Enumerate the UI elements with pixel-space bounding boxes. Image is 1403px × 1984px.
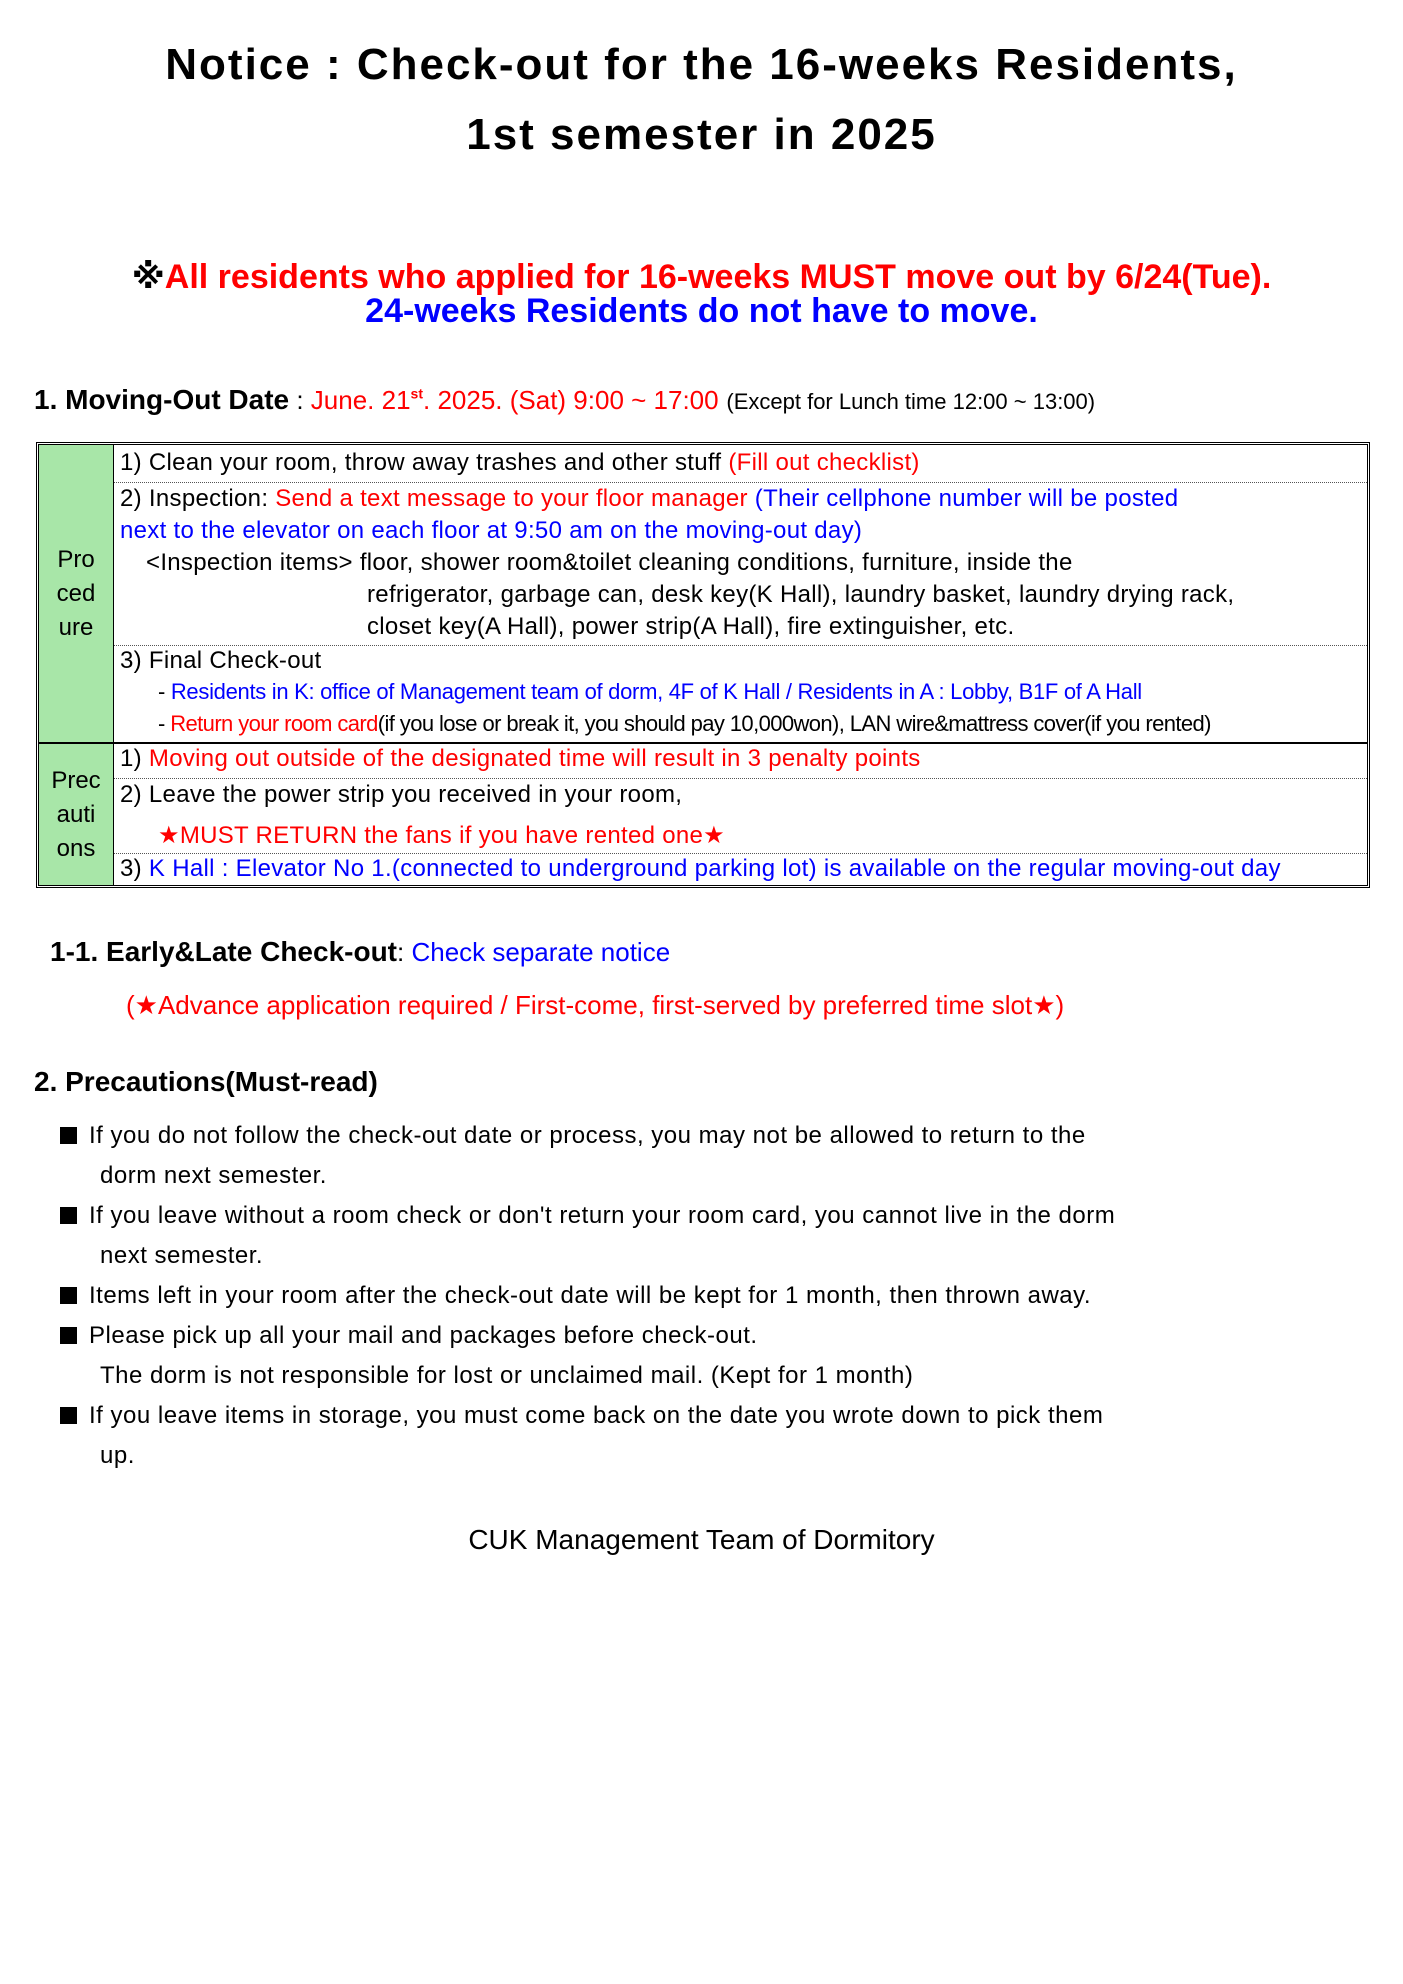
return-room-card: Return your room card	[170, 711, 378, 736]
final-checkout-locations	[114, 679, 1367, 705]
precaution-2: 2) Leave the power strip you received in your room,	[120, 781, 683, 808]
square-bullet-icon	[60, 1207, 77, 1224]
section-1-1-label: 1-1. Early&Late Check-out	[50, 936, 397, 967]
bullet-3-text: Items left in your room after the check-out date will be kept for 1 month, then thrown away.	[89, 1282, 1092, 1309]
procedure-step-2	[114, 485, 1367, 513]
footer-signature: CUK Management Team of Dormitory	[468, 1524, 935, 1555]
precautions-label: Prec auti ons	[39, 744, 114, 885]
section-1-separator: :	[289, 385, 311, 415]
precaution-3-num: 3)	[120, 855, 149, 882]
square-bullet-icon	[60, 1407, 77, 1424]
bullet-1-text: If you do not follow the check-out date or process, you may not be allowed to return to the	[89, 1122, 1086, 1149]
page-title-line-2: 1st semester in 2025	[466, 110, 937, 159]
bullet-4-cont: The dorm is not responsible for lost or unclaimed mail. (Kept for 1 month)	[100, 1362, 914, 1389]
precaution-2-fans: ★MUST RETURN the fans if you have rented one★	[158, 822, 725, 849]
section-2-heading: 2. Precautions(Must-read)	[34, 1066, 378, 1097]
bullet-3	[60, 1282, 1091, 1310]
page-title-line-1: Notice : Check-out for the 16-weeks Residents,	[165, 40, 1238, 89]
advance-application-note	[126, 990, 1064, 1021]
procedure-step-3: 3) Final Check-out	[120, 647, 322, 674]
step-1-checklist: (Fill out checklist)	[728, 449, 920, 476]
dash-1: -	[158, 679, 171, 704]
inspection-items-3: closet key(A Hall), power strip(A Hall), fire extinguisher, etc.	[367, 613, 1015, 640]
section-1-1-heading	[50, 936, 670, 968]
section-1-1-separator: :	[397, 937, 412, 967]
step-1-text: 1) Clean your room, throw away trashes and other stuff	[120, 449, 729, 476]
step-2-red: Send a text message to your floor manager	[275, 485, 755, 512]
procedure-step-1	[114, 449, 1367, 477]
procedure-table	[36, 442, 1370, 888]
dash-2: -	[158, 711, 171, 736]
alert-line-2: 24-weeks Residents do not have to move.	[365, 292, 1038, 330]
bullet-4-text: Please pick up all your mail and packages before check-out.	[89, 1322, 758, 1349]
precaution-3-text: K Hall : Elevator No 1.(connected to underground parking lot) is available on the regular moving-out day	[148, 855, 1281, 882]
bullet-2	[60, 1202, 1115, 1230]
alert-line-1	[0, 260, 1403, 294]
separate-notice-link[interactable]: Check separate notice	[411, 937, 671, 967]
checkout-locations-text: Residents in K: office of Management team of dorm, 4F of K Hall / Residents in A : Lobby, B1F of A Hall	[170, 679, 1142, 704]
bullet-2-cont: next semester.	[100, 1242, 264, 1269]
lunch-note: (Except for Lunch time 12:00 ~ 13:00)	[726, 389, 1096, 414]
final-checkout-return	[114, 711, 1367, 737]
advance-application-text: (★Advance application required / First-come, first-served by preferred time slot★)	[126, 990, 1065, 1020]
bullet-4	[60, 1322, 758, 1350]
precaution-3	[114, 855, 1367, 883]
section-1-heading	[34, 384, 1095, 416]
bullet-1	[60, 1122, 1086, 1150]
bullet-5	[60, 1402, 1103, 1430]
return-details: (if you lose or break it, you should pay 10,000won), LAN wire&mattress cover(if you rented)	[377, 711, 1211, 736]
alert-text-red: All residents who applied for 16-weeks MUST move out by 6/24(Tue).	[164, 258, 1272, 296]
procedure-label: Pro ced ure	[39, 445, 114, 743]
precaution-1-num: 1)	[120, 745, 149, 772]
square-bullet-icon	[60, 1327, 77, 1344]
precaution-1	[114, 745, 1367, 773]
bullet-1-cont: dorm next semester.	[100, 1162, 327, 1189]
inspection-items-1: <Inspection items> floor, shower room&toilet cleaning conditions, furniture, inside the	[146, 549, 1073, 576]
section-1-label: 1. Moving-Out Date	[34, 384, 290, 415]
moving-date-sup: st	[410, 385, 423, 402]
square-bullet-icon	[60, 1127, 77, 1144]
step-2-blue-b: next to the elevator on each floor at 9:50 am on the moving-out day)	[120, 517, 863, 544]
step-2-blue-a: (Their cellphone number will be posted	[754, 485, 1179, 512]
moving-date-a: June. 21	[310, 385, 411, 415]
bullet-5-text: If you leave items in storage, you must come back on the date you wrote down to pick them	[89, 1402, 1104, 1429]
bullet-2-text: If you leave without a room check or don't return your room card, you cannot live in the dorm	[89, 1202, 1116, 1229]
inspection-items-2: refrigerator, garbage can, desk key(K Hall), laundry basket, laundry drying rack,	[367, 581, 1235, 608]
square-bullet-icon	[60, 1287, 77, 1304]
bullet-5-cont: up.	[100, 1442, 135, 1469]
reference-mark-icon: ※	[131, 258, 165, 296]
moving-date-b: . 2025. (Sat) 9:00 ~ 17:00	[423, 385, 719, 415]
precaution-1-text: Moving out outside of the designated time will result in 3 penalty points	[148, 745, 921, 772]
step-2-label: 2) Inspection:	[120, 485, 276, 512]
